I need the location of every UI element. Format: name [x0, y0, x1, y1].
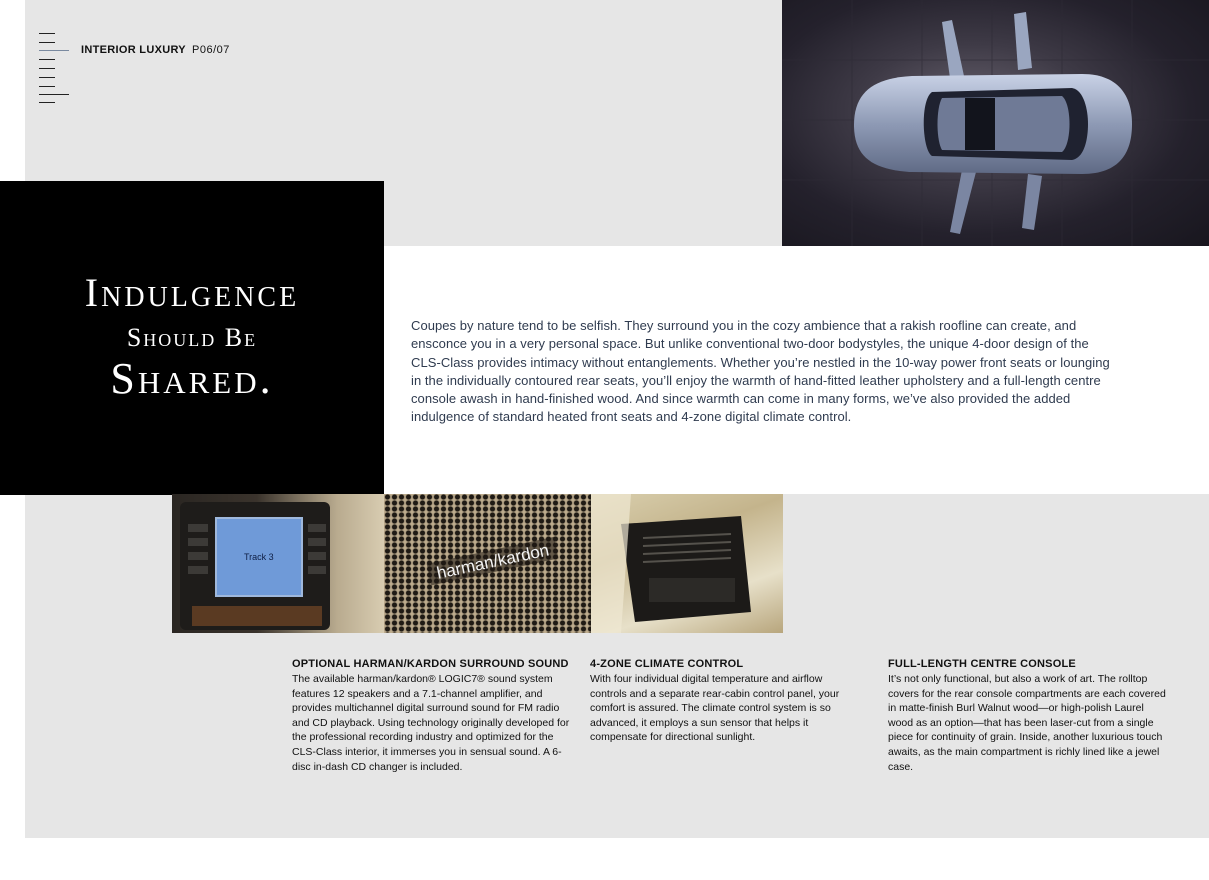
headline-line-1: Indulgence [84, 270, 300, 315]
feature-text: With four individual digital temperature and airflow controls and a separate rear-cabin control panel, your comfort is assured. The climate control system is so advanced, it employs a sun sensor that helps it compensate for directional sunlight. [590, 673, 840, 744]
page-number: P06/07 [192, 44, 230, 56]
speaker-grille-photo [384, 494, 591, 633]
feature-centre-console [888, 657, 1166, 774]
headline-line-2: Should Be [126, 323, 258, 352]
radio-display-text: Track 3 [244, 552, 274, 562]
index-lines-icon [39, 33, 71, 105]
feature-surround-sound [292, 657, 572, 774]
car-top-view-photo [782, 0, 1209, 246]
section-title: INTERIOR LUXURY [81, 44, 186, 56]
feature-climate-control [590, 657, 860, 745]
audio-head-unit-photo [172, 494, 384, 633]
feature-text: The available harman/kardon® LOGIC7® sound system features 12 speakers and a 7.1-channel amplifier, and provides multichannel digital surround sound for FM radio and CD playback. Using technology originally developed for the professional recording industry and optimized for the CLS-Class interior, it immerses you in sensual sound. A 6-disc in-dash CD changer is included. [292, 673, 570, 773]
intro-paragraph: Coupes by nature tend to be selfish. They surround you in the cozy ambience that a rakish roofline can create, and ensconce you in a very personal space. But unlike conventional two-door bodystyles, the unique 4-door design of the CLS-Class provides intimacy without entanglements. Whether you’re nestled in the 10-way power front seats or lounging in the individually contoured rear seats, you’ll enjoy the warmth of hand-fitted leather upholstery and a full-length centre console awash in hand-finished wood. And since warmth can come in many forms, we’ve also provided the added indulgence of standard heated front seats and 4-zone digital climate control. [411, 318, 1110, 425]
feature-text: It’s not only functional, but also a work of art. The rolltop covers for the rear console compartments are each covered in matte-finish Burl Walnut wood—or high-polish Laurel wood as an option—that has been laser-cut from a single piece for continuity of grain. Inside, another luxurious touch awaits, as the main compartment is richly lined like a jewel case. [888, 673, 1166, 773]
feature-title: FULL-LENGTH CENTRE CONSOLE [888, 658, 1076, 670]
headline-block [0, 181, 384, 495]
feature-title: OPTIONAL HARMAN/KARDON SURROUND SOUND [292, 658, 569, 670]
speaker-brand-text: harman/kardon [434, 540, 551, 583]
headline-line-3: Shared. [110, 354, 274, 403]
rear-climate-console-photo [591, 494, 783, 633]
feature-title: 4-ZONE CLIMATE CONTROL [590, 658, 744, 670]
